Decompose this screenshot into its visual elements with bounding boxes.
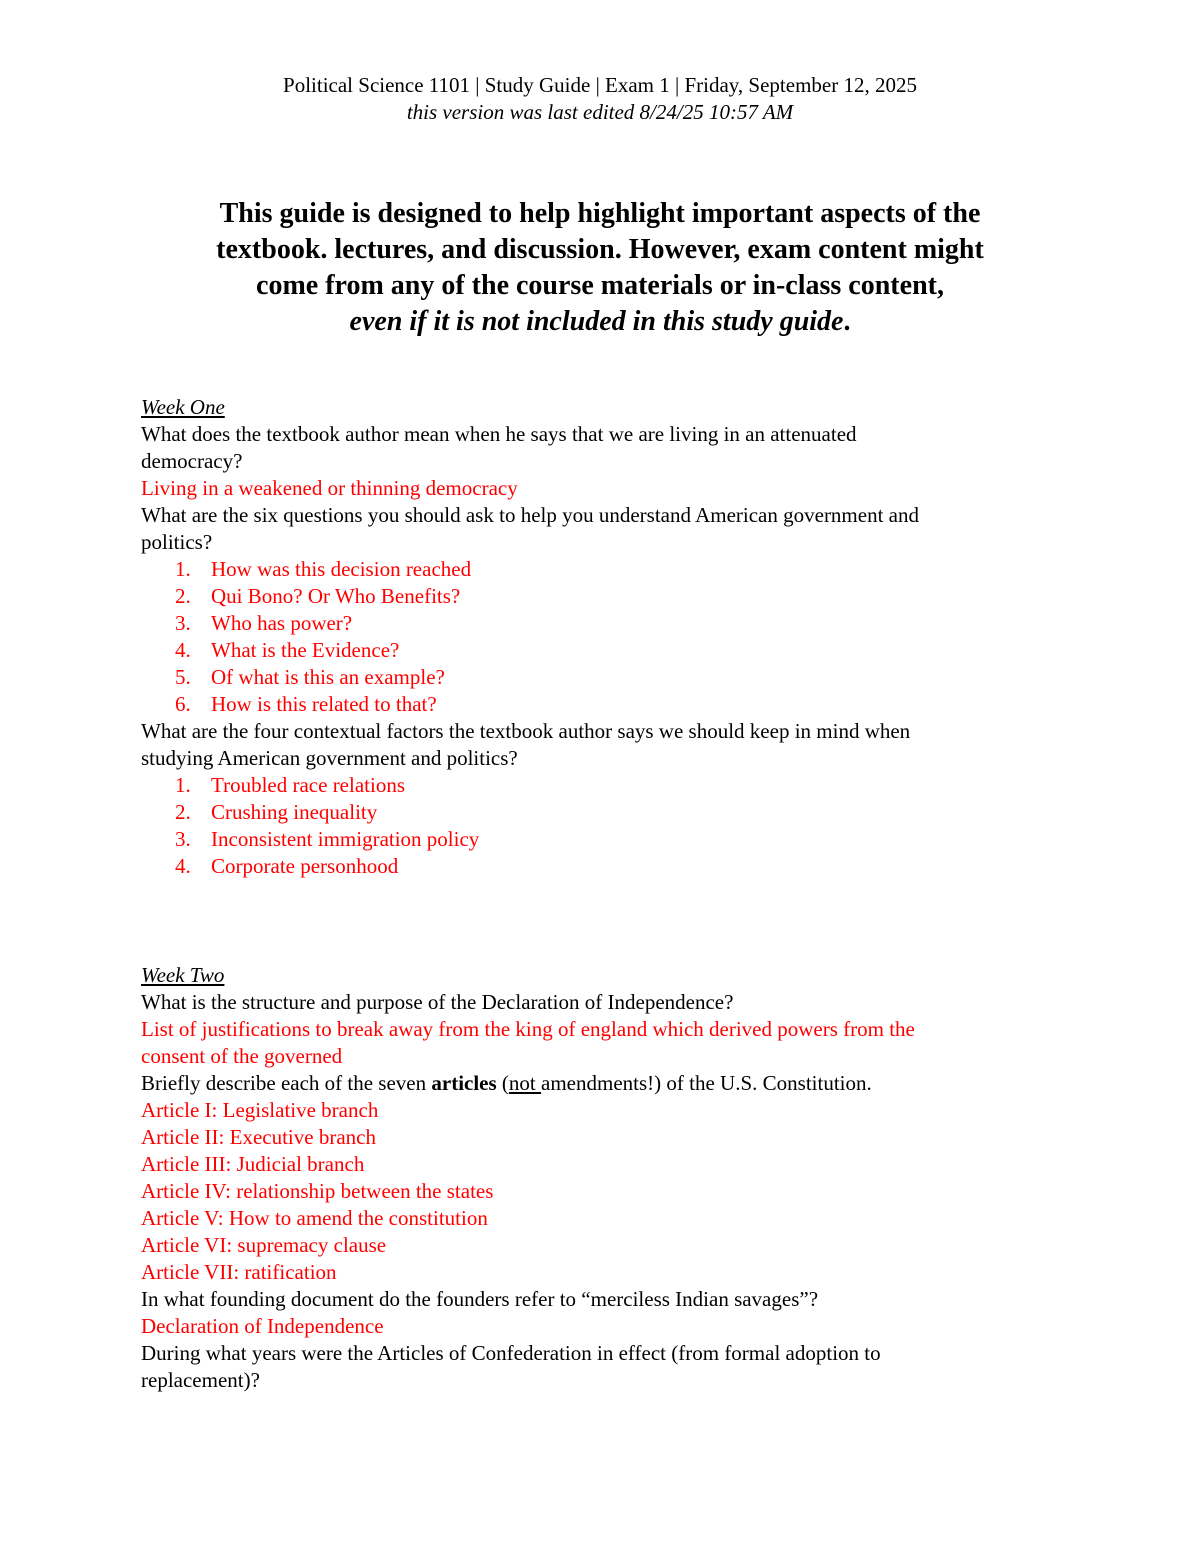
article-item: Article I: Legislative branch (141, 1098, 379, 1122)
article-item: Article II: Executive branch (141, 1125, 376, 1149)
articles-answer-list (141, 1097, 1101, 1286)
question-line: During what years were the Articles of Confederation in effect (from formal adoption to (141, 1341, 881, 1365)
list-number: 2. (175, 800, 191, 824)
week-two-answer-1 (141, 1016, 1101, 1070)
article-item: Article VI: supremacy clause (141, 1233, 387, 1257)
intro-line-1: This guide is designed to help highlight important aspects of the (219, 198, 981, 229)
list-item (141, 664, 1101, 691)
answer-line: consent of the governed (141, 1044, 343, 1068)
question-line: democracy? (141, 449, 243, 473)
list-item (141, 826, 1101, 853)
list-item (141, 610, 1101, 637)
question-underlined-text: not (508, 1071, 542, 1095)
list-number: 3. (175, 827, 191, 851)
list-item (141, 853, 1101, 880)
week-two-question-3: In what founding document do the founders refer to “merciless Indian savages”? (141, 1287, 819, 1311)
week-two-heading: Week Two (141, 963, 225, 987)
list-number: 1. (175, 557, 191, 581)
article-item: Article IV: relationship between the states (141, 1179, 494, 1203)
intro-line-4 (100, 304, 1100, 340)
question-line: politics? (141, 530, 213, 554)
list-text: Of what is this an example? (211, 665, 445, 689)
week-two-section (141, 962, 1101, 1394)
list-number: 6. (175, 692, 191, 716)
list-text: Inconsistent immigration policy (211, 827, 480, 851)
article-item: Article III: Judicial branch (141, 1152, 365, 1176)
intro-emphasis: even if it is not included in this study guide (349, 306, 844, 337)
four-factors-list (141, 772, 1101, 880)
list-text: Crushing inequality (211, 800, 378, 824)
week-two-question-1: What is the structure and purpose of the Declaration of Independence? (141, 990, 734, 1014)
week-one-answer-1: Living in a weakened or thinning democracy (141, 476, 518, 500)
week-two-question-4 (141, 1340, 1101, 1394)
week-one-heading: Week One (141, 395, 225, 419)
question-line: What are the six questions you should ask to help you understand American government and (141, 503, 919, 527)
list-text: How is this related to that? (211, 692, 437, 716)
list-text: Troubled race relations (211, 773, 406, 797)
intro-period: . (843, 306, 851, 337)
question-line: What are the four contextual factors the textbook author says we should keep in mind when (141, 719, 911, 743)
week-one-section (141, 394, 1101, 880)
intro-line-3: come from any of the course materials or in-class content, (256, 270, 944, 301)
intro-disclaimer (100, 196, 1100, 340)
list-item (141, 556, 1101, 583)
week-one-question-2 (141, 502, 1101, 556)
question-line: What does the textbook author mean when he says that we are living in an attenuated (141, 422, 857, 446)
question-line: replacement)? (141, 1368, 260, 1392)
list-text: What is the Evidence? (211, 638, 400, 662)
list-text: How was this decision reached (211, 557, 472, 581)
answer-line: List of justifications to break away from the king of england which derived powers from the (141, 1017, 915, 1041)
question-text: ( (496, 1071, 509, 1095)
list-text: Who has power? (211, 611, 353, 635)
week-two-question-2 (141, 1070, 1101, 1097)
list-item (141, 799, 1101, 826)
list-item (141, 583, 1101, 610)
question-text: amendments!) of the U.S. Constitution. (541, 1071, 872, 1095)
question-line: studying American government and politics? (141, 746, 518, 770)
header-title: Political Science 1101 | Study Guide | Exam 1 | Friday, September 12, 2025 (283, 73, 917, 97)
list-number: 2. (175, 584, 191, 608)
header-edited-note: this version was last edited 8/24/25 10:57 AM (406, 100, 794, 124)
list-item (141, 691, 1101, 718)
list-item (141, 772, 1101, 799)
list-number: 4. (175, 638, 191, 662)
list-number: 1. (175, 773, 191, 797)
list-text: Qui Bono? Or Who Benefits? (211, 584, 461, 608)
list-number: 4. (175, 854, 191, 878)
week-one-question-3 (141, 718, 1101, 772)
list-number: 5. (175, 665, 191, 689)
article-item: Article V: How to amend the constitution (141, 1206, 488, 1230)
question-text: Briefly describe each of the seven (141, 1071, 432, 1095)
article-item: Article VII: ratification (141, 1260, 337, 1284)
week-one-question-1 (141, 421, 1101, 475)
list-number: 3. (175, 611, 191, 635)
week-two-answer-3: Declaration of Independence (141, 1314, 384, 1338)
document-header (0, 72, 1200, 126)
list-text: Corporate personhood (211, 854, 399, 878)
list-item (141, 637, 1101, 664)
intro-line-2: textbook. lectures, and discussion. However, exam content might (216, 234, 984, 265)
question-bold-text: articles (431, 1071, 497, 1095)
six-questions-list (141, 556, 1101, 718)
